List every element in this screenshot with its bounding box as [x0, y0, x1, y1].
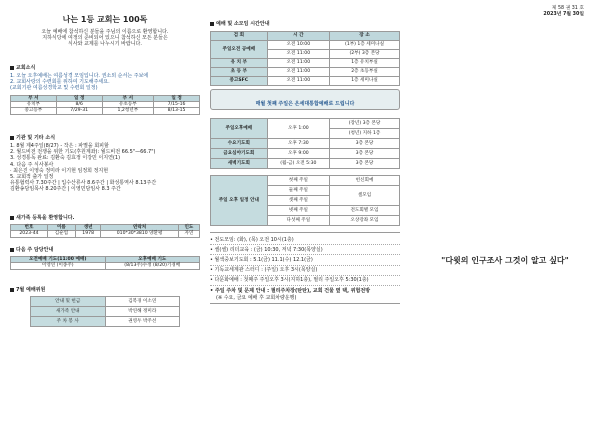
- table-cell: 3층 본당: [330, 149, 400, 159]
- table-cell: 중고등부: [11, 108, 57, 114]
- bullet-square-icon: [210, 22, 214, 26]
- table-cell: 헌신회예: [330, 176, 400, 186]
- intro-title: 나는 1등 교회는 100독: [62, 15, 148, 24]
- table-cell: 유치부: [11, 102, 57, 108]
- worship-note-text: 매월 첫째 주일은 온세대통합예배로 드립니다: [255, 101, 355, 107]
- table-row: [211, 176, 400, 186]
- table-row: [211, 119, 400, 129]
- table-row: [211, 149, 400, 159]
- event-text: 셀(셀) 리더교육 : (금) 10:30, 저녁 7:30(목양실): [214, 246, 323, 253]
- table-cell: 김순업: [47, 231, 75, 237]
- table-header: 오전예배 기도(11:00 예배): [11, 257, 106, 263]
- sermon-quote: [420, 248, 590, 267]
- event-text: 전도모임: (화), (목) 오전 10시(1층): [214, 236, 294, 243]
- table-cell: 넷째 주일: [267, 206, 329, 216]
- table-row: [211, 159, 400, 169]
- prayer-item: 2. 월드비전 전쟁을 위한 기도(후원계좌): 월드비전 66.5"—66.7"): [10, 149, 156, 156]
- table-cell: 오후 9:00: [267, 149, 329, 159]
- table-cell: 금요심야기도회: [211, 149, 268, 159]
- news-item: (교회기관 여름성경학교 및 수련회 일정): [10, 85, 98, 92]
- servants-heading: [10, 286, 200, 293]
- table-cell: 김복경 이소연: [105, 297, 180, 307]
- table-cell: 유 치 부: [211, 59, 268, 68]
- event-item: • 전도모임: (화), (목) 오전 10시(1층): [210, 235, 400, 245]
- table-header: 부 서: [11, 95, 57, 101]
- table-header: 시 간: [267, 32, 329, 41]
- table-cell: 주일오전 공예배: [211, 41, 268, 59]
- table-header: 오후예배 기도: [105, 257, 200, 263]
- table-cell: 자연: [178, 231, 199, 237]
- intro-text: [10, 29, 200, 48]
- table-row: [211, 139, 400, 149]
- table-cell: 셋째 주일: [267, 196, 329, 206]
- table-cell: (1부) 1층 세미나실: [330, 41, 400, 50]
- worship-note: [210, 89, 400, 110]
- table-cell: 1층 세미나실: [330, 77, 400, 86]
- table-row: [31, 297, 180, 307]
- newcomer-table: [10, 224, 200, 238]
- table-row: [11, 263, 200, 269]
- table-row: [211, 77, 400, 86]
- table-cell: 첫째 주일: [267, 176, 329, 186]
- table-header: 부 서: [102, 95, 153, 101]
- table-cell: 주일오후예배: [211, 119, 268, 139]
- table-cell: 오상강좌 모임: [330, 216, 400, 226]
- prayer-item: 김환송담임목사 8.20주간 | 이영민담임사 8.3 주간: [10, 186, 121, 193]
- issue-volume: 제 58 권 31 호: [551, 6, 584, 11]
- bullet-square-icon: [10, 136, 14, 140]
- table-cell: 유초등부: [102, 102, 153, 108]
- table-row: [11, 231, 200, 237]
- table-cell: 중고SFC: [211, 77, 268, 86]
- parking-notice-sub: (※ 수요, 금요 예배 후 교회차량운행): [216, 295, 297, 302]
- afternoon-label: 주일 오후 일정 안내: [211, 176, 268, 226]
- issue-date: 2023년 7월 30일: [543, 12, 584, 17]
- table-cell: 박연해 정미라: [105, 307, 180, 317]
- news-item: 2. 교회사랑의 수련회를 위하여 기도해주세요.: [10, 79, 110, 86]
- event-text: 기독교세계관 스터디 : (주일) 오후 3시(목양실): [214, 267, 318, 274]
- table-cell: 오전 11:00: [267, 50, 329, 59]
- events-list: [210, 232, 400, 304]
- bullet-square-icon: [10, 288, 14, 292]
- table-header: 일 정: [154, 95, 200, 101]
- worship-table: [210, 31, 400, 86]
- table-cell: 안내 및 헌금: [31, 297, 106, 307]
- next-week-heading-text: 다음 주 담당안내: [16, 247, 54, 253]
- table-cell: 7/15-16: [154, 102, 200, 108]
- prayer-item: 3. 성경통독 완료: 김환숙 김효정 이강민 이지연(1): [10, 155, 121, 162]
- event-text: 월색중보기도회 : 5.1(금) 11.1(수) 12.1(금): [214, 256, 313, 263]
- table-cell: 수요기도회: [211, 139, 268, 149]
- servants-table: [30, 296, 180, 327]
- event-item: • 기독교세계관 스터디 : (주일) 오후 3시(목양실): [210, 266, 400, 276]
- table-header: 인도: [178, 225, 199, 231]
- table-cell: 둘째 주일: [267, 186, 329, 196]
- next-week-heading: [10, 246, 200, 253]
- table-cell: 오후 7:30: [267, 139, 329, 149]
- table-cell: 오후 1:00: [267, 119, 329, 139]
- table-cell: 오전 11:00: [267, 77, 329, 86]
- prayer-heading-text: 기관 및 기타 소식: [16, 135, 56, 141]
- table-cell: 새벽기도회: [211, 159, 268, 169]
- table-header: 번호: [11, 225, 48, 231]
- table-cell: 3층 본당: [330, 159, 400, 169]
- news-heading-text: 교회소식: [16, 65, 36, 71]
- prayer-heading: [10, 134, 200, 141]
- news-item: 1. 오늘 오후예배는 여름성경 모임입니다. 권소외 순서는 주보에: [10, 73, 149, 79]
- prayer-item: 유통협력사 7.30주간 | 입수산류사 8.6주간 | 화성통역사 8.13주간: [10, 180, 157, 187]
- table-cell: (2부) 3층 본당: [330, 50, 400, 59]
- newcomer-heading: [10, 214, 200, 221]
- news-section: [10, 64, 200, 115]
- prayer-item: 1. 8월 제4주일(8/27) - 작은 : 파멸을 회피할: [10, 143, 109, 149]
- table-cell: 권영두 박주선: [105, 317, 180, 327]
- next-week-table: [10, 256, 200, 270]
- event-text: 다문화예배 : 첫째주 주일오후 3시(지하1층), 필리 주일오후 5:30(1층): [214, 277, 369, 284]
- table-cell: 2층 초등부실: [330, 68, 400, 77]
- table-cell: 8/13-15: [154, 108, 200, 114]
- table-cell: 주 차 봉 사: [31, 317, 106, 327]
- servants-heading-text: 7월 예배위원: [16, 287, 46, 293]
- table-cell: (장년) 3층 본당: [330, 119, 400, 129]
- bullet-square-icon: [10, 66, 14, 70]
- weekday-worship-table: [210, 118, 400, 169]
- table-cell: 010*30*3810 양환평: [101, 231, 178, 237]
- news-heading: [10, 64, 200, 71]
- table-cell: 새가족 안내: [31, 307, 106, 317]
- intro-line: 오늘 예배에 참석하신 분들을 주님의 이름으로 환영합니다.: [41, 29, 169, 35]
- table-cell: 오전 11:00: [267, 59, 329, 68]
- parking-notice: • 주일 주차 및 문제 안내 : 필리주차장(탄탄), 교회 건물 옆 택, 위험전방: [210, 287, 371, 294]
- prayer-section: [10, 134, 200, 193]
- table-cell: 8/6: [56, 102, 102, 108]
- table-cell: 1978: [75, 231, 101, 237]
- schedule-table: [10, 95, 200, 115]
- table-cell: 셀모임: [330, 186, 400, 206]
- table-header: 이름: [47, 225, 75, 231]
- issue-info: [543, 6, 584, 18]
- afternoon-schedule-table: [210, 175, 400, 226]
- sermon-quote-text: "다윗의 인구조사 그것이 알고 싶다": [441, 256, 569, 265]
- bullet-square-icon: [10, 248, 14, 252]
- table-cell: 1,2청년부: [102, 108, 153, 114]
- prayer-item: · 최은진 이영숙 정미라 이기현 임정희 정지현: [10, 167, 109, 174]
- table-cell: 전도회별 모임: [330, 206, 400, 216]
- table-header-row: [211, 32, 400, 41]
- worship-heading: [210, 20, 400, 27]
- bullet-square-icon: [10, 216, 14, 220]
- servants-section: [10, 286, 200, 327]
- newcomer-heading-text: 새가족 등록을 환영합니다.: [16, 215, 75, 221]
- table-cell: 오전 11:00: [267, 68, 329, 77]
- table-cell: 2023-44: [11, 231, 48, 237]
- table-cell: 이영연 (이종주): [11, 263, 106, 269]
- prayer-item: 4. 다음 주 식사봉사: [10, 161, 54, 168]
- table-header: 일 정: [56, 95, 102, 101]
- table-cell: 1층 유치부실: [330, 59, 400, 68]
- table-row: [31, 317, 180, 327]
- event-item: • 셀(셀) 리더교육 : (금) 10:30, 저녁 7:30(목양실): [210, 245, 400, 255]
- worship-heading-text: 예배 및 소모임 시간안내: [216, 21, 270, 27]
- table-cell: 7/29-31: [56, 108, 102, 114]
- table-cell: 오전 10:00: [267, 41, 329, 50]
- event-item: • 다문화예배 : 첫째주 주일오후 3시(지하1층), 필리 주일오후 5:30(1층): [210, 276, 400, 286]
- intro-line: 지하식당에 여정의 준비되어 있으니 참석하신 모든 분들은: [42, 35, 168, 42]
- table-cell: (8/13주)수정 (8/20)기경배: [105, 263, 200, 269]
- table-header: 장 소: [330, 32, 400, 41]
- table-cell: 초 등 부: [211, 68, 268, 77]
- prayer-item: 5. 교회적 출가 일정: [10, 174, 54, 181]
- table-header: 검 회: [211, 32, 268, 41]
- table-row: [211, 59, 400, 68]
- worship-section: [210, 20, 400, 304]
- next-week-section: [10, 246, 200, 270]
- table-cell: 다섯째 주일: [267, 216, 329, 226]
- newcomer-section: [10, 214, 200, 238]
- table-row: [211, 41, 400, 50]
- table-cell: (청년) 지하 1층: [330, 129, 400, 139]
- table-row: [211, 68, 400, 77]
- table-header: 연락처: [101, 225, 178, 231]
- table-cell: (월-금) 오전 5:30: [267, 159, 329, 169]
- intro-line: 식사와 교제를 나누시기 바랍니다.: [68, 41, 142, 48]
- left-column: [10, 14, 200, 48]
- event-item: • 월색중보기도회 : 5.1(금) 11.1(수) 12.1(금): [210, 255, 400, 265]
- table-row: [11, 108, 200, 114]
- parking-notice-text: 주일 주차 및 문제 안내 : 필리주차장(탄탄), 교회 건물 옆 택, 위험전방: [214, 287, 371, 294]
- table-cell: 3층 본당: [330, 139, 400, 149]
- table-row: [31, 307, 180, 317]
- table-header: 생년: [75, 225, 101, 231]
